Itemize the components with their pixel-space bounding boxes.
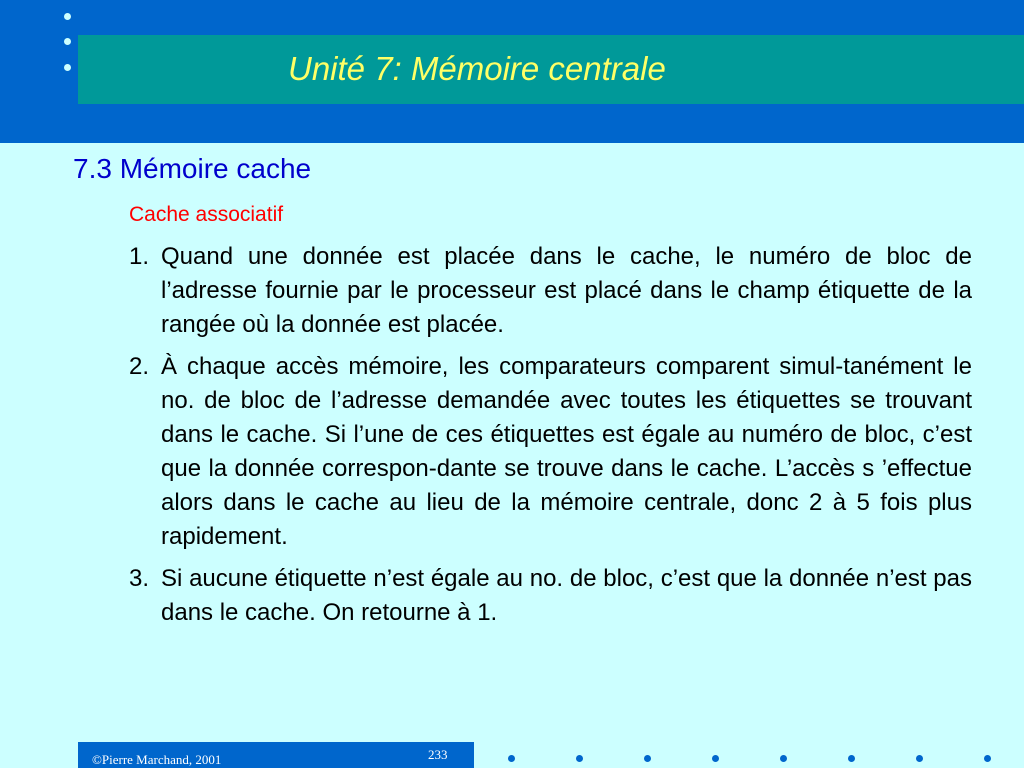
decoration-dot: [848, 755, 855, 762]
decoration-dot: [64, 13, 71, 20]
item-text: Si aucune étiquette n’est égale au no. de bloc, c’est que la donnée n’est pas dans le cache. On retourne à 1.: [161, 565, 972, 626]
list-item: [129, 350, 972, 554]
decoration-dot: [64, 38, 71, 45]
list-item: [129, 240, 972, 342]
decoration-dot: [508, 755, 515, 762]
numbered-list: [129, 240, 972, 638]
item-number: 1.: [129, 243, 150, 270]
item-number: 3.: [129, 565, 150, 592]
slide-title: Unité 7: Mémoire centrale: [288, 50, 666, 87]
section-heading: 7.3 Mémoire cache: [73, 153, 312, 184]
item-number: 2.: [129, 353, 150, 380]
decoration-dot: [644, 755, 651, 762]
decoration-dot: [780, 755, 787, 762]
decoration-dot: [712, 755, 719, 762]
item-text: Quand une donnée est placée dans le cache, le numéro de bloc de l’adresse fournie par le processeur est placé dans le champ étiquette de la rangée où la donnée est placée.: [161, 243, 972, 338]
list-item: [129, 562, 972, 630]
decoration-dot: [64, 64, 71, 71]
copyright-text: ©Pierre Marchand, 2001: [92, 752, 222, 767]
subsection-heading: Cache associatif: [129, 203, 284, 226]
decoration-dot: [916, 755, 923, 762]
item-text: À chaque accès mémoire, les comparateurs comparent simul-tanément le no. de bloc de l’adresse demandée avec toutes les étiquettes se trouvant dans le cache. Si l’une de ces étiquettes est égale au numéro de bloc, c’est que la donnée correspon-dante se trouve dans le cache. L’accès s ’effectue alors dans le cache au lieu de la mémoire centrale, donc 2 à 5 fois plus rapidement.: [161, 353, 972, 550]
decoration-dot: [576, 755, 583, 762]
page-number: 233: [428, 747, 448, 762]
decoration-dot: [984, 755, 991, 762]
